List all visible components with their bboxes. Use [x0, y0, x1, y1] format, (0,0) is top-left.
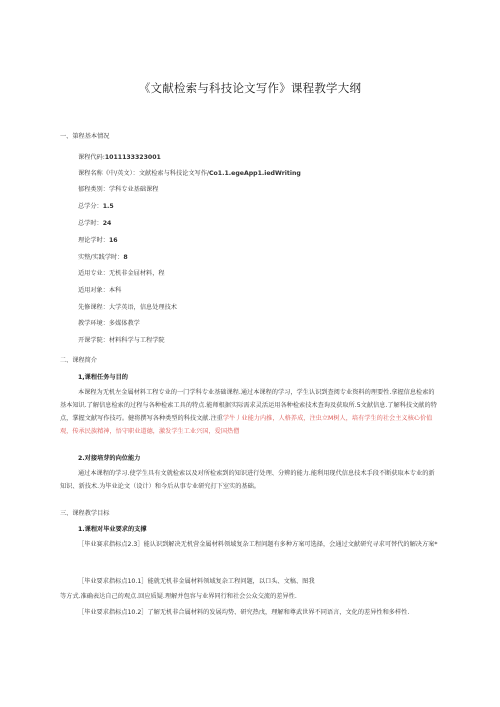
practice-hours: 实整/实践学时：8 — [78, 254, 128, 261]
prerequisites: 先修课程：大学英语，信息处理技术 — [78, 304, 177, 311]
section-2-sub-2: 2.对接培芽的向位能力 — [78, 455, 141, 462]
total-credits: 总学分：1.5 — [78, 203, 114, 210]
requirement-10-1-cont: 等方式.准确表达自己的观点.回应质疑.理解并包容与业界同行和社会公众交流的差异性. — [60, 593, 297, 600]
offering-college: 开课学院：材料科学与工程学院 — [78, 337, 165, 344]
applicable-major: 适用专业：无机非金屈材料，程 — [78, 270, 165, 277]
course-category: 郁程类别：学科专业基础课程 — [78, 186, 159, 193]
requirement-2-3: ［毕业赛求指标点2.3］能认识到解决无机营金属材料领域复杂工程问题有多种方案可选择，会通过文献研究寻求可替代的解决方案* — [78, 541, 438, 548]
section-3-heading: 三、课程教学目标 — [60, 510, 110, 517]
requirement-10-1: ［毕业要求指标点10.1］能就无机非金属材料领域复杂工程问题，以口头、文稿、图我 — [78, 578, 315, 585]
document-title: 《文献检索与科技论文写作》课程教学大纲 — [138, 81, 362, 95]
requirement-10-2: ［毕业要求指标点10.2］了解无机非合属材料的发展均势、研究热戊，理解和尊武世界不同语言，文化的差异性和多样性. — [78, 609, 410, 616]
section-2-para-2: 通过本课程的学习.使学生具有文就检索以及对所检索到的知识进行处理、分辨的能力.能利用现代信息技术手段不断获取本专业的新知识、新技术.为毕业论文（设计）和今后从事专业研究打下室实的基础。 — [60, 470, 435, 490]
total-hours: 总学时：24 — [78, 220, 112, 227]
course-name: 课程名称《中/英文）：文献检索与科技论文写作/Co1.1.egeApp1.iedWriting — [78, 170, 301, 177]
ideology-text: 学牛丿业能力内推，人格养成，注虫立M树人，培有学生的社会主义核心价值观，传承民族精神，悟守职业道德，激发学生工业兴国，爱国热僧 — [60, 415, 433, 435]
course-code: 课程代码:1011133323001 — [78, 154, 161, 161]
applicable-audience: 适用对象：本科 — [78, 287, 122, 294]
section-2-para-1: 本课程为无机左金属材料工程专业的一门学科专业基础课程.通过本课程的学习，学生认识到查阅专业资料的理要性.拿握信息检索的基本知识.了解信息检索的过程与各种检索工具的特点.能师根据实际需求灵活运用各种检索技术查询及获取所.5文献信息.了解科技文献的特点，掌握文献写作技巧。健将撰写各种类型的科技文献.注重学牛丿业能力内推，人格养成，注虫立M树人，培有学生的社会主义核心价值观，传承民族精神，悟守职业道德，激发学生工业兴国，爱国热僧 — [60, 389, 437, 435]
section-3-sub-1: 1.课程对毕业要求的支撑 — [78, 526, 147, 533]
theory-hours: 理论学时：16 — [78, 237, 118, 244]
teaching-environment: 教学环境：多媒体教学 — [78, 320, 140, 327]
section-1-heading: 一、第程基本情况 — [60, 133, 110, 140]
section-2-sub-1: 1,课程任务与目的 — [78, 374, 128, 381]
section-2-heading: 二、课程简介 — [60, 357, 98, 364]
